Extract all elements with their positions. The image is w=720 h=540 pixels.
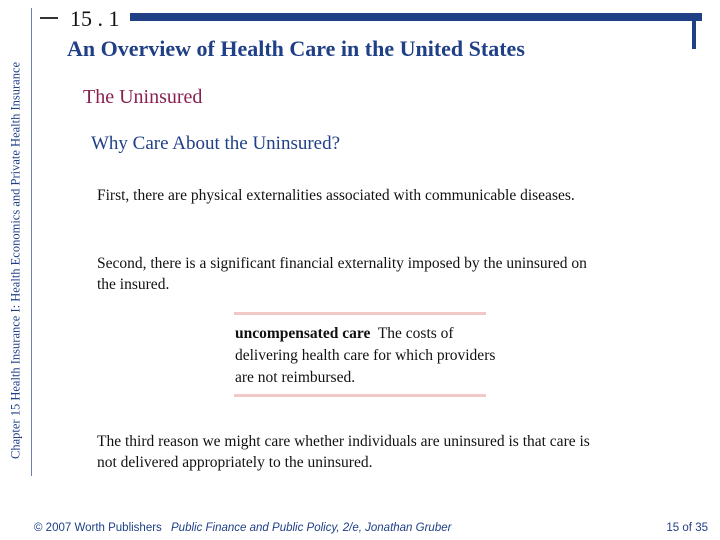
footer-book-title: Public Finance and Public Policy, 2/e, Jonathan Gruber bbox=[171, 522, 452, 534]
slide-subtitle: The Uninsured bbox=[83, 86, 203, 108]
definition-box bbox=[235, 323, 500, 389]
section-number: 15 . 1 bbox=[70, 6, 120, 31]
paragraph-first-reason: First, there are physical externalities associated with communicable diseases. bbox=[97, 187, 575, 204]
page-of: of bbox=[682, 522, 692, 534]
paragraph-second-reason: Second, there is a significant financial externality imposed by the uninsured on the insured. bbox=[97, 255, 587, 293]
page-total: 35 bbox=[695, 522, 708, 534]
header-bar bbox=[130, 13, 702, 21]
definition-text: The costs of delivering health care for which providers are not reimbursed. bbox=[235, 325, 496, 386]
paragraph-third-reason: The third reason we might care whether individuals are uninsured is that care is not delivered appropriately to the uninsured. bbox=[97, 433, 590, 471]
sidebar-divider bbox=[31, 8, 32, 476]
footer-copyright: © 2007 Worth Publishers bbox=[34, 522, 162, 534]
header-bar-corner bbox=[692, 13, 696, 49]
chapter-sidebar-label: Chapter 15 Health Insurance I: Health Economics and Private Health Insurance bbox=[8, 61, 23, 459]
footer-credits bbox=[34, 522, 451, 534]
page-title: An Overview of Health Care in the United States bbox=[67, 36, 525, 61]
page-current: 15 bbox=[666, 522, 680, 534]
definition-term: uncompensated care bbox=[235, 325, 371, 342]
slide-question: Why Care About the Uninsured? bbox=[91, 133, 341, 154]
definition-rule-top bbox=[234, 312, 486, 315]
header-rule-left bbox=[40, 17, 58, 19]
page-number bbox=[666, 522, 708, 534]
definition-rule-bottom bbox=[234, 394, 486, 397]
